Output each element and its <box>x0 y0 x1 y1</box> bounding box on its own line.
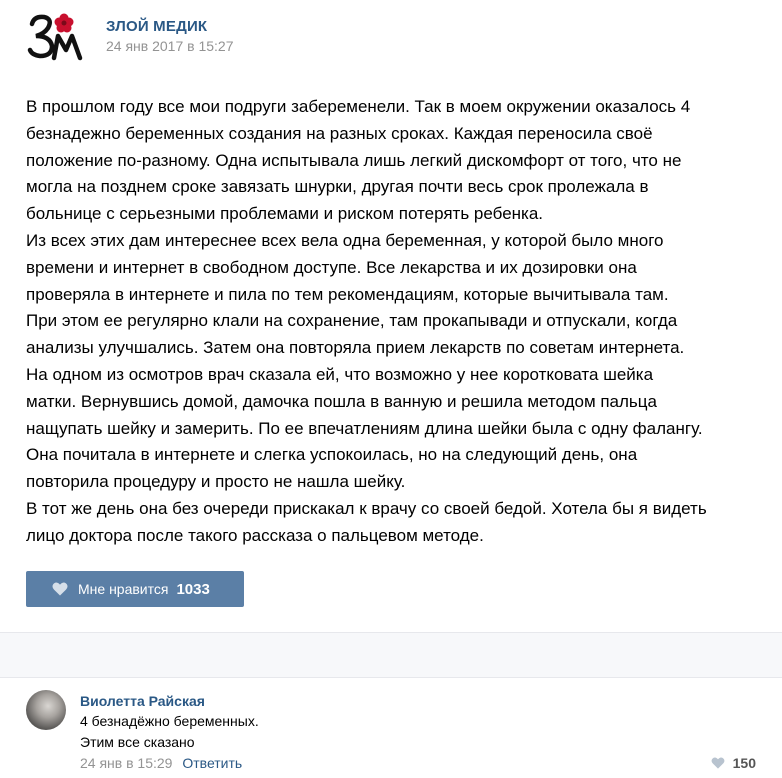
post-text-line: безнадежно беременных создания на разных сроках. Каждая переносила своё <box>26 123 653 143</box>
post-text-line: Она почитала в интернете и слегка успокоилась, но на следующий день, она <box>26 445 638 465</box>
like-count: 1033 <box>176 580 210 598</box>
heart-icon <box>52 582 68 596</box>
post-text-line: могла на позднем сроке завязать шнурки, другая почти весь срок пролежала в <box>26 177 649 197</box>
post-text-line: В тот же день она без очереди прискакал к врачу со своей бедой. Хотела бы я видеть <box>26 498 707 518</box>
post-text-line: На одном из осмотров врач сказала ей, что возможно у нее коротковата шейка <box>26 364 654 384</box>
post-text-line: проверяла в интернете и пила по тем рекомендациям, которые вычитывала там. <box>26 284 669 304</box>
commenter-name[interactable]: Виолетта Райская <box>80 693 205 709</box>
avatar[interactable] <box>26 690 66 730</box>
group-logo-icon[interactable] <box>26 10 86 66</box>
comment-meta <box>80 755 242 771</box>
comment-text-line: 4 безнадёжно беременных. <box>80 713 259 729</box>
section-gap <box>0 633 782 677</box>
reply-link[interactable]: Ответить <box>182 755 243 771</box>
heart-icon <box>711 757 725 769</box>
post-date[interactable]: 24 янв 2017 в 15:27 <box>106 38 234 54</box>
post-text-line: лицо доктора после такого рассказа о пальцевом методе. <box>26 525 484 545</box>
post-text-line: При этом ее регулярно клали на сохранение, там прокапывади и отпускали, когда <box>26 311 678 331</box>
post-text-line: Из всех этих дам интереснее всех вела одна беременная, у которой было много <box>26 230 664 250</box>
post-text-line: нащупать шейку и замерить. По ее впечатлениям длина шейки была с одну фалангу. <box>26 418 703 438</box>
like-button[interactable] <box>26 571 244 607</box>
post-text-line: больнице с серьезными проблемами и риском потерять ребенка. <box>26 204 544 224</box>
like-label: Мне нравится <box>78 581 169 597</box>
post-text-line: положение по-разному. Одна испытывала лишь легкий дискомфорт от того, что не <box>26 150 682 170</box>
post-text <box>26 94 766 550</box>
post-text-line: времени и интернет в свободном доступе. Все лекарства и их дозировки она <box>26 257 637 277</box>
group-name[interactable]: ЗЛОЙ МЕДИК <box>106 18 208 35</box>
comment-text-line: Этим все сказано <box>80 734 195 750</box>
divider <box>0 677 782 678</box>
post-text-line: матки. Вернувшись домой, дамочка пошла в ванную и решила методом пальца <box>26 391 657 411</box>
post-header <box>26 8 766 68</box>
comment-like-button[interactable] <box>711 755 756 771</box>
comment <box>26 688 766 776</box>
post-text-line: анализы улучшались. Затем она повторяла прием лекарств по советам интернета. <box>26 338 685 358</box>
post-text-line: повторила процедуру и просто не нашла шейку. <box>26 472 406 492</box>
comment-like-count: 150 <box>732 755 756 771</box>
post-text-line: В прошлом году все мои подруги забеременели. Так в моем окружении оказалось 4 <box>26 97 691 116</box>
comment-date[interactable]: 24 янв в 15:29 <box>80 755 173 771</box>
